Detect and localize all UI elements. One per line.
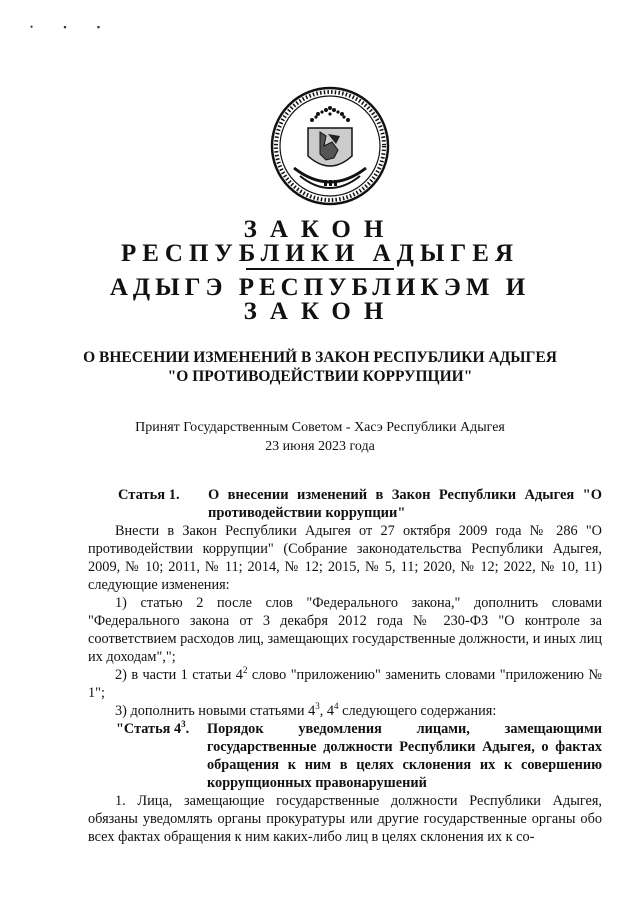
article-body xyxy=(88,522,602,846)
paragraph-intro: Внести в Закон Республики Адыгея от 27 октября 2009 года № 286 "О противодействии коррупции" (Собрание законодательства Республики Адыгея, 2009, № 10; 2011, № 11; 2014, № 12; 2015, № 5, 11; 2020, № 12; 2022, № 10, 11) следующие изменения: xyxy=(88,523,602,593)
title-line-2: РЕСПУБЛИКИ АДЫГЕЯ xyxy=(120,240,520,267)
heading-line-1: О ВНЕСЕНИИ ИЗМЕНЕНИЙ В ЗАКОН РЕСПУБЛИКИ АДЫГЕЯ xyxy=(83,349,557,366)
heading-line-2: "О ПРОТИВОДЕЙСТВИИ КОРРУПЦИИ" xyxy=(167,368,473,385)
adoption-date: 23 июня 2023 года xyxy=(265,439,375,454)
paragraph-item-2: 2) в части 1 статьи $4^2$ слово "приложению" заменить словами "приложению № 1"; xyxy=(88,665,602,701)
article-1-title: О внесении изменений в Закон Республики Адыгея "О противодействии коррупции" xyxy=(208,487,602,521)
article-4-3-label: "Статья $4^3$. xyxy=(116,719,190,737)
adoption-line-1: Принят Государственным Советом - Хасэ Республики Адыгея xyxy=(135,420,505,435)
scan-specks: • ▪ ▪ xyxy=(30,22,115,32)
title-line-3: АДЫГЭ РЕСПУБЛИКЭМ И xyxy=(109,274,531,301)
article-4-3-header xyxy=(88,720,602,792)
article-1-header xyxy=(118,486,602,522)
title-divider xyxy=(246,268,394,270)
article-1-label: Статья 1. xyxy=(118,487,180,503)
paragraph-item-1: 1) статью 2 после слов "Федерального закона," дополнить словами "Федерального закона от 3 декабря 2012 года № 230-ФЗ "О контроле за соответствием расходов лиц, замещающих государственные должности, и иных лиц их доходам","; xyxy=(88,595,602,665)
title-line-4: ЗАКОН xyxy=(243,298,397,325)
adoption-note xyxy=(0,418,640,456)
coat-of-arms-emblem xyxy=(268,84,392,208)
paragraph-item-3: 3) дополнить новыми статьями $4^3$, $4^4$ следующего содержания: xyxy=(115,701,497,719)
title-line-1: ЗАКОН xyxy=(243,216,397,243)
article-4-3-title: Порядок уведомления лицами, замещающими государственные должности Республики Адыгея, о фактах обращения к ним в целях склонения их к совершению коррупционных правонарушений xyxy=(207,721,602,791)
law-heading xyxy=(0,348,640,386)
paragraph-clause-1: 1. Лица, замещающие государственные должности Республики Адыгея, обязаны уведомлять органы прокуратуры или другие государственные органы обо всех фактах обращения к ним каких-либо лиц в целях склонения их к со- xyxy=(88,793,602,845)
